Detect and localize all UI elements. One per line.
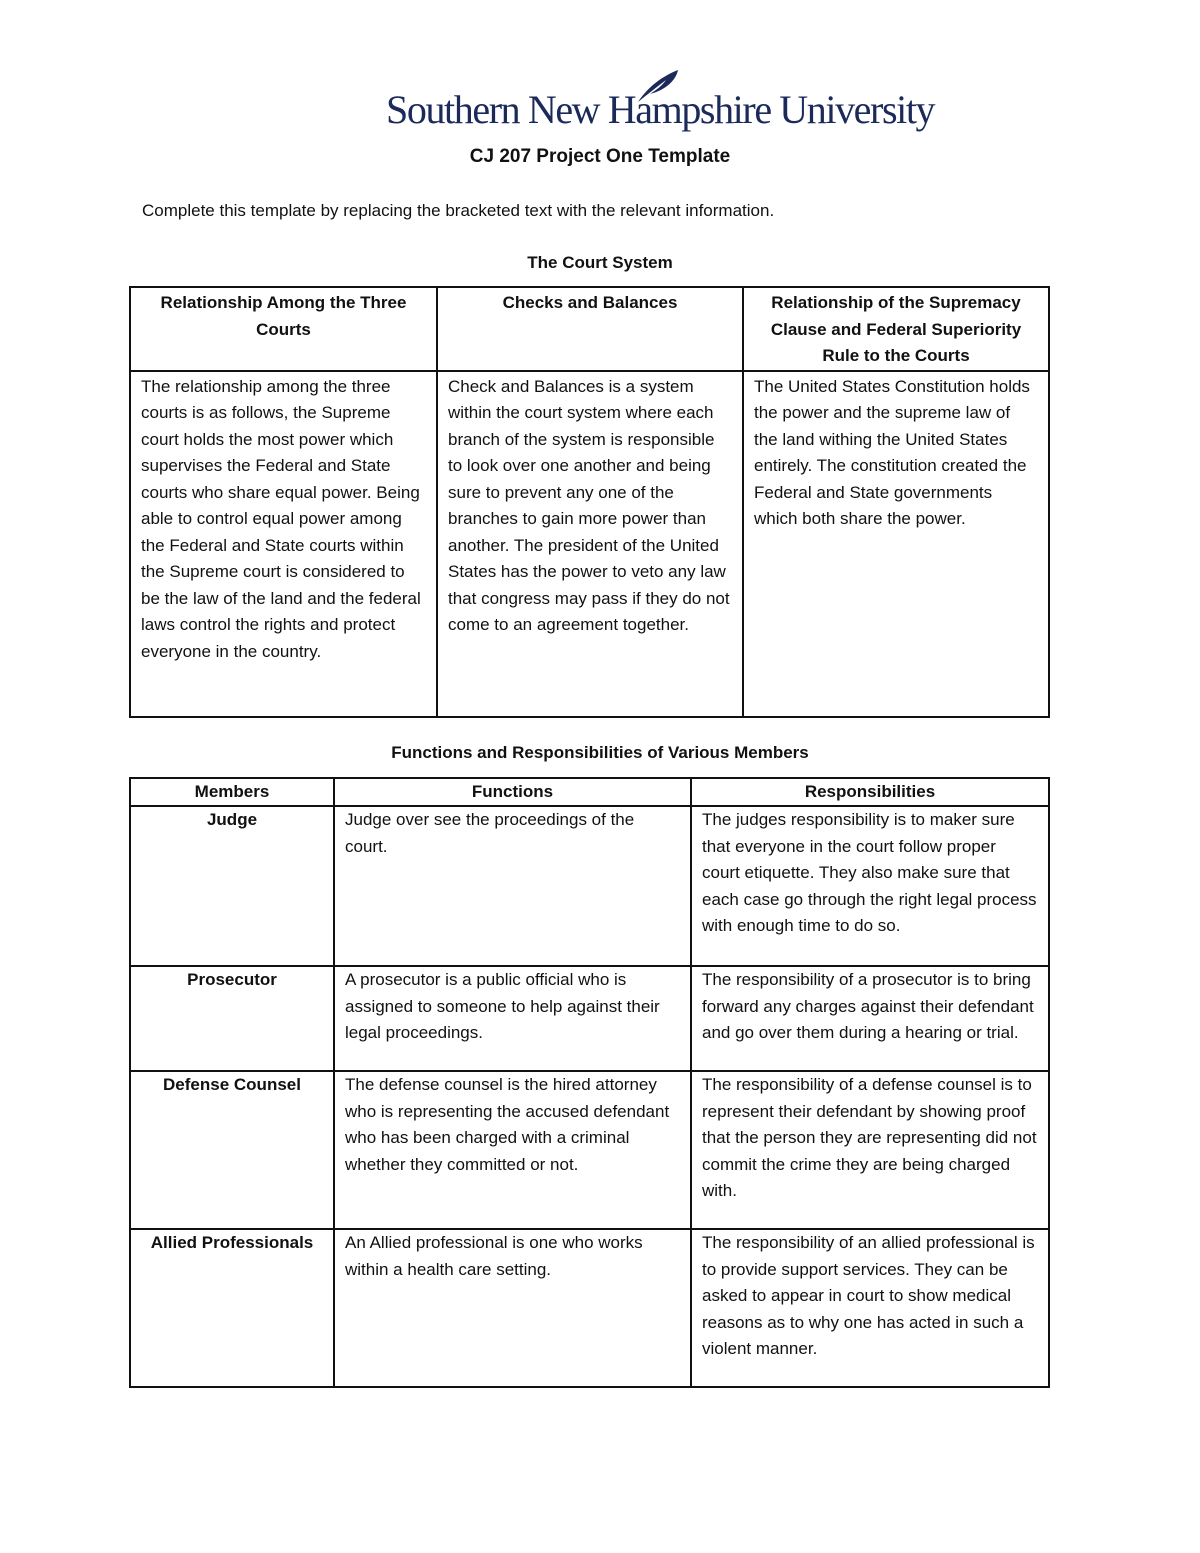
member-name: Prosecutor — [130, 966, 334, 1071]
court-system-table — [129, 286, 1050, 718]
column-header: Responsibilities — [691, 778, 1049, 806]
instructions-text: Complete this template by replacing the bracketed text with the relevant information. — [142, 201, 775, 220]
members-table — [129, 777, 1050, 1388]
member-function: An Allied professional is one who works within a health care setting. — [334, 1229, 691, 1387]
member-name: Defense Counsel — [130, 1071, 334, 1229]
member-function: The defense counsel is the hired attorney who is representing the accused defendant who has been charged with a criminal whether they committed or not. — [334, 1071, 691, 1229]
table-row — [130, 806, 1049, 966]
member-name: Judge — [130, 806, 334, 966]
table-header-row — [130, 287, 1049, 371]
table-row — [130, 1229, 1049, 1387]
member-responsibility: The responsibility of a prosecutor is to bring forward any charges against their defendant and go over them during a hearing or trial. — [691, 966, 1049, 1071]
member-function: Judge over see the proceedings of the court. — [334, 806, 691, 966]
column-header: Relationship Among the Three Courts — [130, 287, 437, 371]
column-header: Functions — [334, 778, 691, 806]
members-heading: Functions and Responsibilities of Various Members — [391, 743, 809, 762]
member-responsibility: The judges responsibility is to maker sure that everyone in the court follow proper court etiquette. They also make sure that each case go through the right legal process with enough time to do so. — [691, 806, 1049, 966]
column-header: Relationship of the Supremacy Clause and Federal Superiority Rule to the Courts — [743, 287, 1049, 371]
member-responsibility: The responsibility of an allied professional is to provide support services. They can be asked to appear in court to show medical reasons as to why one has acted in such a violent manner. — [691, 1229, 1049, 1387]
column-header: Members — [130, 778, 334, 806]
member-responsibility: The responsibility of a defense counsel is to represent their defendant by showing proof that the person they are representing did not commit the crime they are being charged with. — [691, 1071, 1049, 1229]
table-cell: Check and Balances is a system within the court system where each branch of the system is responsible to look over one another and being sure to prevent any one of the branches to gain more power than another. The president of the United States has the power to veto any law that congress may pass if they do not come to an agreement together. — [437, 371, 743, 717]
table-row — [130, 371, 1049, 717]
table-row — [130, 966, 1049, 1071]
table-cell: The United States Constitution holds the power and the supreme law of the land withing the United States entirely. The constitution created the Federal and State governments which both share the power. — [743, 371, 1049, 717]
document-title: CJ 207 Project One Template — [469, 146, 731, 167]
court-system-heading: The Court System — [527, 253, 673, 272]
column-header: Checks and Balances — [437, 287, 743, 371]
university-logo — [386, 68, 935, 138]
member-name: Allied Professionals — [130, 1229, 334, 1387]
table-header-row — [130, 778, 1049, 806]
table-cell: The relationship among the three courts is as follows, the Supreme court holds the most power which supervises the Federal and State courts who share equal power. Being able to control equal power among the Federal and State courts within the Supreme court is considered to be the law of the land and the federal laws control the rights and protect everyone in the country. — [130, 371, 437, 717]
university-name: Southern New Hampshire University — [386, 87, 935, 132]
member-function: A prosecutor is a public official who is assigned to someone to help against their legal proceedings. — [334, 966, 691, 1071]
table-row — [130, 1071, 1049, 1229]
